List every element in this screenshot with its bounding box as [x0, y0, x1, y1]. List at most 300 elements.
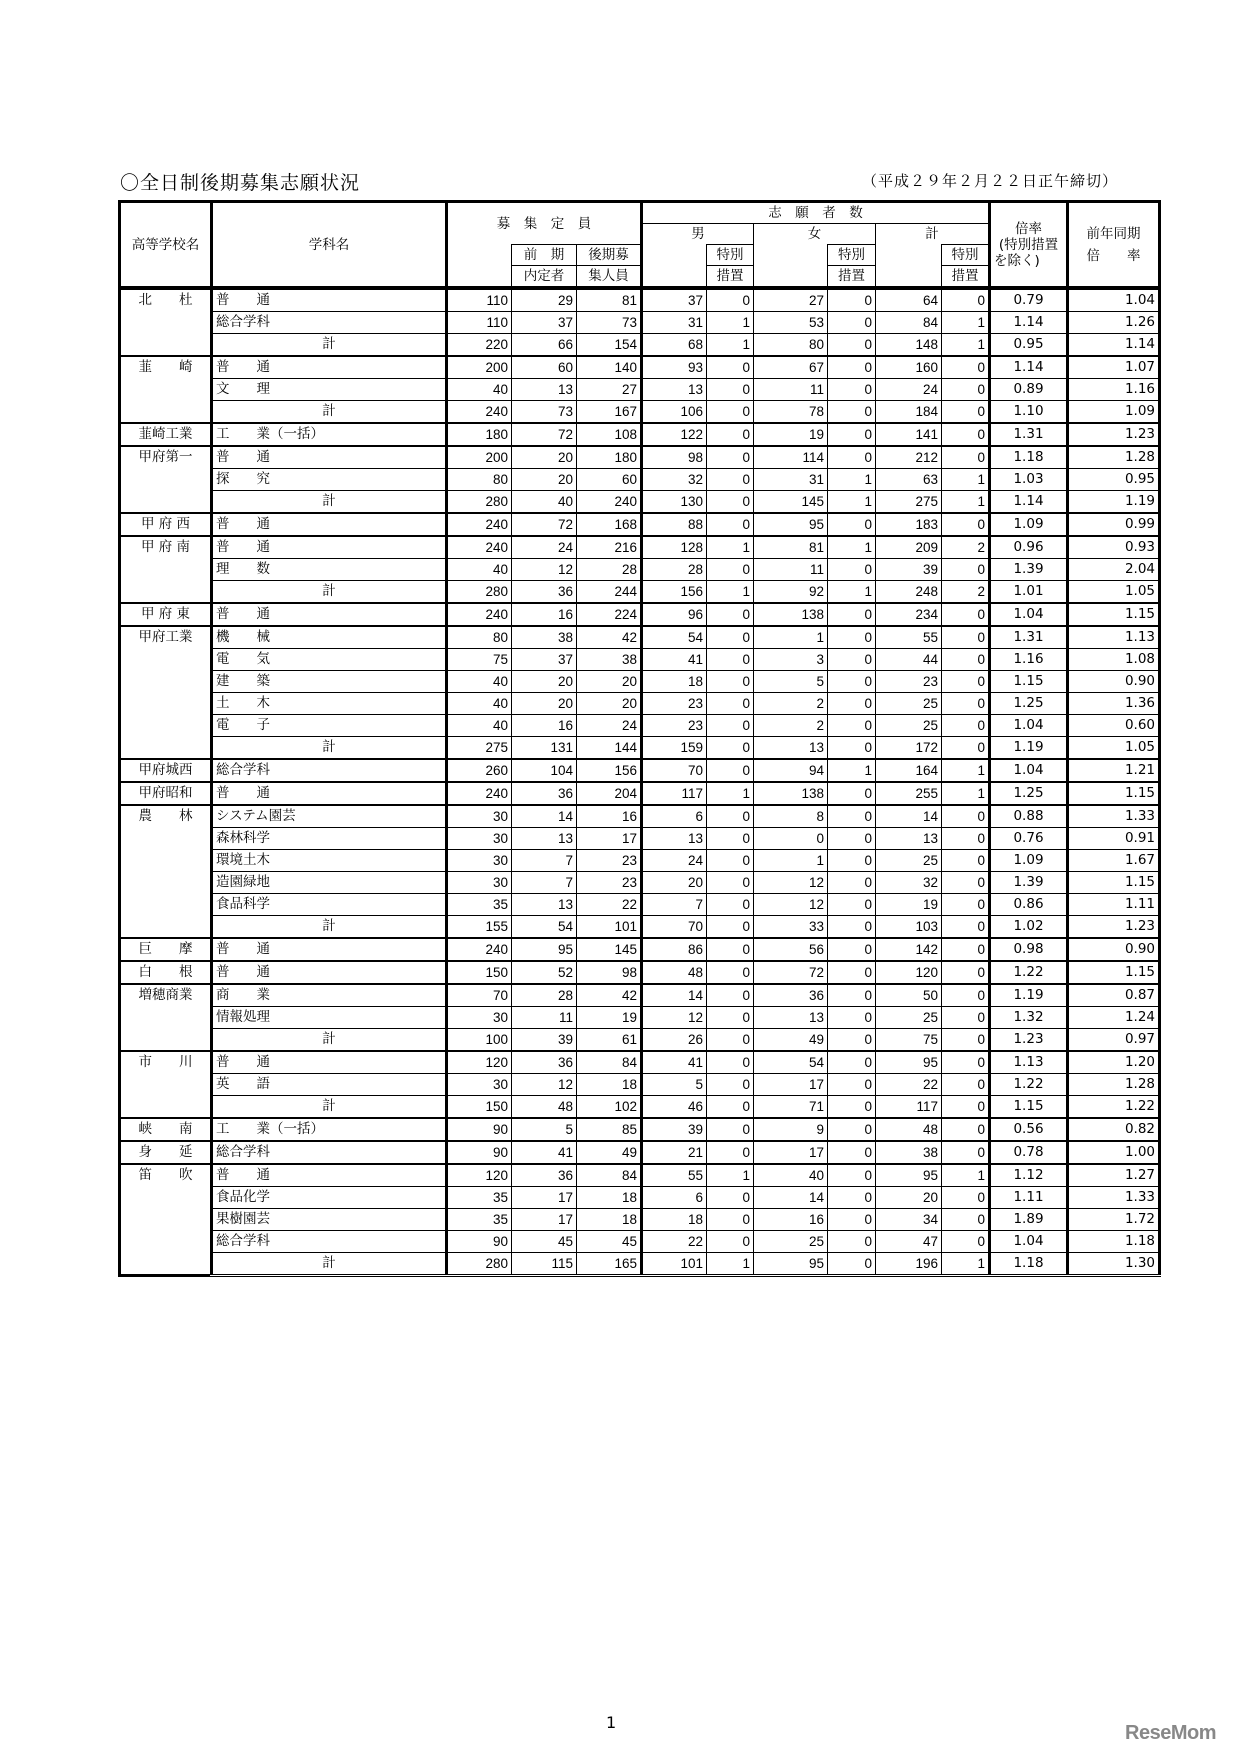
capacity-cell: 40 [447, 559, 512, 581]
capacity-cell: 110 [447, 288, 512, 312]
table-row [120, 1118, 1160, 1141]
male-special-cell: 0 [707, 1096, 754, 1119]
subtotal-label: 計 [212, 401, 447, 424]
kouki-cell: 20 [577, 671, 642, 693]
female-special-cell: 0 [828, 1051, 876, 1074]
table-row [120, 715, 1160, 737]
school-name: 甲府第一 [120, 446, 212, 513]
female-cell: 0 [754, 828, 828, 850]
total-cell: 255 [876, 782, 942, 805]
zenki-cell: 41 [512, 1141, 577, 1164]
header-total: 計 [876, 224, 990, 245]
subtotal-row [120, 1096, 1160, 1119]
kouki-cell: 98 [577, 961, 642, 984]
prev-ratio-cell: 1.15 [1068, 872, 1160, 894]
female-special-cell: 0 [828, 782, 876, 805]
prev-ratio-cell: 1.30 [1068, 1253, 1160, 1276]
kouki-cell: 165 [577, 1253, 642, 1276]
kouki-cell: 22 [577, 894, 642, 916]
capacity-cell: 120 [447, 1164, 512, 1187]
subtotal-label: 計 [212, 1029, 447, 1052]
female-cell: 9 [754, 1118, 828, 1141]
male-special-cell: 0 [707, 469, 754, 491]
header-female-special-1: 特別 [828, 245, 876, 266]
prev-ratio-cell: 1.05 [1068, 581, 1160, 604]
male-special-cell: 0 [707, 693, 754, 715]
ratio-cell: 1.19 [990, 984, 1068, 1007]
female-special-cell: 0 [828, 1118, 876, 1141]
female-cell: 145 [754, 491, 828, 514]
zenki-cell: 12 [512, 1074, 577, 1096]
male-special-cell: 0 [707, 356, 754, 379]
total-cell: 160 [876, 356, 942, 379]
total-special-cell: 0 [942, 379, 990, 401]
prev-ratio-cell: 1.13 [1068, 626, 1160, 649]
capacity-cell: 90 [447, 1231, 512, 1253]
ratio-cell: 0.56 [990, 1118, 1068, 1141]
school-name: 韮崎工業 [120, 423, 212, 446]
header-capacity: 募 集 定 員 [447, 202, 642, 245]
female-special-cell: 0 [828, 850, 876, 872]
table-row [120, 938, 1160, 961]
table-row [120, 423, 1160, 446]
department-name: 食品化学 [212, 1187, 447, 1209]
male-cell: 37 [642, 288, 707, 312]
total-cell: 19 [876, 894, 942, 916]
table-row [120, 805, 1160, 828]
ratio-cell: 1.10 [990, 401, 1068, 424]
kouki-cell: 108 [577, 423, 642, 446]
male-cell: 28 [642, 559, 707, 581]
ratio-label: 倍率 [1015, 220, 1042, 237]
male-special-cell: 0 [707, 649, 754, 671]
kouki-cell: 19 [577, 1007, 642, 1029]
header-total-special-1: 特別 [942, 245, 990, 266]
zenki-cell: 39 [512, 1029, 577, 1052]
total-special-cell: 0 [942, 603, 990, 626]
kouki-cell: 42 [577, 984, 642, 1007]
male-cell: 156 [642, 581, 707, 604]
female-cell: 95 [754, 1253, 828, 1276]
capacity-cell: 280 [447, 1253, 512, 1276]
resemom-logo: ReseMom [1125, 1722, 1216, 1744]
male-special-cell: 0 [707, 850, 754, 872]
male-cell: 39 [642, 1118, 707, 1141]
capacity-cell: 30 [447, 828, 512, 850]
document-title: 〇全日制後期募集志願状況 [120, 172, 361, 194]
female-cell: 53 [754, 312, 828, 334]
zenki-cell: 14 [512, 805, 577, 828]
table-row [120, 312, 1160, 334]
male-cell: 31 [642, 312, 707, 334]
kouki-cell: 18 [577, 1074, 642, 1096]
kouki-cell: 16 [577, 805, 642, 828]
ratio-cell: 1.32 [990, 1007, 1068, 1029]
zenki-cell: 20 [512, 446, 577, 469]
female-cell: 95 [754, 513, 828, 536]
total-special-cell: 0 [942, 872, 990, 894]
male-special-cell: 0 [707, 828, 754, 850]
table-row [120, 759, 1160, 782]
header-school: 高等学校名 [120, 202, 212, 289]
female-special-cell: 0 [828, 1164, 876, 1187]
female-cell: 40 [754, 1164, 828, 1187]
total-special-cell: 0 [942, 288, 990, 312]
table-row [120, 872, 1160, 894]
zenki-cell: 66 [512, 334, 577, 357]
female-cell: 8 [754, 805, 828, 828]
zenki-cell: 72 [512, 423, 577, 446]
capacity-cell: 40 [447, 715, 512, 737]
female-special-cell: 1 [828, 759, 876, 782]
total-special-cell: 1 [942, 1164, 990, 1187]
male-cell: 48 [642, 961, 707, 984]
female-cell: 78 [754, 401, 828, 424]
total-cell: 20 [876, 1187, 942, 1209]
total-special-cell: 0 [942, 894, 990, 916]
total-special-cell: 0 [942, 446, 990, 469]
prev-ratio-cell: 0.97 [1068, 1029, 1160, 1052]
total-cell: 13 [876, 828, 942, 850]
male-cell: 12 [642, 1007, 707, 1029]
kouki-cell: 28 [577, 559, 642, 581]
total-special-cell: 1 [942, 759, 990, 782]
male-cell: 128 [642, 536, 707, 559]
ratio-cell: 1.19 [990, 737, 1068, 760]
capacity-cell: 260 [447, 759, 512, 782]
male-cell: 32 [642, 469, 707, 491]
male-cell: 88 [642, 513, 707, 536]
zenki-cell: 37 [512, 649, 577, 671]
prev-ratio-cell: 1.72 [1068, 1209, 1160, 1231]
zenki-cell: 95 [512, 938, 577, 961]
total-cell: 22 [876, 1074, 942, 1096]
table-row [120, 626, 1160, 649]
zenki-cell: 17 [512, 1209, 577, 1231]
male-special-cell: 0 [707, 1051, 754, 1074]
kouki-cell: 49 [577, 1141, 642, 1164]
zenki-cell: 13 [512, 379, 577, 401]
school-name: 市 川 [120, 1051, 212, 1118]
subtotal-row [120, 737, 1160, 760]
male-cell: 117 [642, 782, 707, 805]
zenki-cell: 131 [512, 737, 577, 760]
ratio-cell: 1.11 [990, 1187, 1068, 1209]
male-special-cell: 0 [707, 961, 754, 984]
total-cell: 234 [876, 603, 942, 626]
male-special-cell: 0 [707, 379, 754, 401]
prev-ratio-cell: 1.04 [1068, 288, 1160, 312]
zenki-cell: 7 [512, 872, 577, 894]
kouki-cell: 144 [577, 737, 642, 760]
male-special-cell: 0 [707, 805, 754, 828]
male-special-cell: 0 [707, 288, 754, 312]
school-name: 甲府城西 [120, 759, 212, 782]
ratio-cell: 1.13 [990, 1051, 1068, 1074]
ratio-label-2: (特別措置 [998, 236, 1059, 253]
female-special-cell: 0 [828, 828, 876, 850]
female-special-cell: 1 [828, 581, 876, 604]
prev-ratio-cell: 1.07 [1068, 356, 1160, 379]
ratio-cell: 1.01 [990, 581, 1068, 604]
male-special-cell: 0 [707, 423, 754, 446]
kouki-cell: 102 [577, 1096, 642, 1119]
male-special-cell: 1 [707, 581, 754, 604]
prev-ratio-cell: 1.20 [1068, 1051, 1160, 1074]
capacity-cell: 90 [447, 1118, 512, 1141]
capacity-cell: 35 [447, 894, 512, 916]
header-zenki-1: 前 期 [512, 245, 577, 266]
total-special-cell: 0 [942, 1074, 990, 1096]
female-cell: 138 [754, 603, 828, 626]
male-cell: 159 [642, 737, 707, 760]
zenki-cell: 13 [512, 828, 577, 850]
prev-ratio-cell: 1.16 [1068, 379, 1160, 401]
capacity-cell: 240 [447, 603, 512, 626]
header-blank [876, 245, 942, 289]
ratio-cell: 0.89 [990, 379, 1068, 401]
header-female-special-2: 措置 [828, 266, 876, 289]
total-special-cell: 0 [942, 626, 990, 649]
kouki-cell: 18 [577, 1209, 642, 1231]
total-special-cell: 0 [942, 671, 990, 693]
header-total-special-2: 措置 [942, 266, 990, 289]
male-cell: 6 [642, 805, 707, 828]
male-special-cell: 0 [707, 446, 754, 469]
male-cell: 70 [642, 916, 707, 939]
total-cell: 47 [876, 1231, 942, 1253]
female-cell: 114 [754, 446, 828, 469]
ratio-cell: 1.12 [990, 1164, 1068, 1187]
kouki-cell: 156 [577, 759, 642, 782]
female-special-cell: 0 [828, 356, 876, 379]
male-special-cell: 0 [707, 401, 754, 424]
table-row [120, 984, 1160, 1007]
male-special-cell: 1 [707, 334, 754, 357]
kouki-cell: 73 [577, 312, 642, 334]
female-cell: 138 [754, 782, 828, 805]
ratio-cell: 1.18 [990, 446, 1068, 469]
zenki-cell: 7 [512, 850, 577, 872]
capacity-cell: 240 [447, 536, 512, 559]
zenki-cell: 36 [512, 1164, 577, 1187]
male-special-cell: 0 [707, 513, 754, 536]
total-cell: 25 [876, 1007, 942, 1029]
female-special-cell: 0 [828, 1029, 876, 1052]
female-cell: 31 [754, 469, 828, 491]
total-special-cell: 0 [942, 1141, 990, 1164]
table-row [120, 469, 1160, 491]
department-name: 普 通 [212, 446, 447, 469]
department-name: 総合学科 [212, 1231, 447, 1253]
female-special-cell: 0 [828, 693, 876, 715]
subtotal-row [120, 916, 1160, 939]
ratio-cell: 1.04 [990, 759, 1068, 782]
ratio-cell: 0.96 [990, 536, 1068, 559]
prev-ratio-cell: 1.27 [1068, 1164, 1160, 1187]
kouki-cell: 244 [577, 581, 642, 604]
ratio-cell: 1.22 [990, 961, 1068, 984]
ratio-cell: 0.88 [990, 805, 1068, 828]
total-cell: 184 [876, 401, 942, 424]
zenki-cell: 20 [512, 671, 577, 693]
ratio-cell: 1.04 [990, 715, 1068, 737]
male-cell: 130 [642, 491, 707, 514]
total-cell: 95 [876, 1051, 942, 1074]
total-special-cell: 0 [942, 693, 990, 715]
male-special-cell: 0 [707, 737, 754, 760]
female-special-cell: 0 [828, 671, 876, 693]
department-name: 普 通 [212, 603, 447, 626]
total-cell: 141 [876, 423, 942, 446]
capacity-cell: 40 [447, 379, 512, 401]
total-cell: 209 [876, 536, 942, 559]
prev-ratio-cell: 1.24 [1068, 1007, 1160, 1029]
prev-ratio-cell: 1.22 [1068, 1096, 1160, 1119]
zenki-cell: 16 [512, 603, 577, 626]
total-cell: 55 [876, 626, 942, 649]
capacity-cell: 35 [447, 1187, 512, 1209]
female-special-cell: 0 [828, 1253, 876, 1276]
female-special-cell: 0 [828, 513, 876, 536]
female-cell: 71 [754, 1096, 828, 1119]
male-cell: 122 [642, 423, 707, 446]
capacity-cell: 80 [447, 469, 512, 491]
table-row [120, 379, 1160, 401]
total-cell: 14 [876, 805, 942, 828]
male-special-cell: 0 [707, 1141, 754, 1164]
subtotal-row [120, 581, 1160, 604]
female-special-cell: 0 [828, 961, 876, 984]
zenki-cell: 12 [512, 559, 577, 581]
female-special-cell: 0 [828, 916, 876, 939]
total-special-cell: 1 [942, 334, 990, 357]
department-name: 情報処理 [212, 1007, 447, 1029]
capacity-cell: 120 [447, 1051, 512, 1074]
header-prev-ratio [1068, 202, 1160, 289]
table-row [120, 513, 1160, 536]
kouki-cell: 145 [577, 938, 642, 961]
total-cell: 24 [876, 379, 942, 401]
table-row [120, 1187, 1160, 1209]
department-name: 普 通 [212, 1164, 447, 1187]
male-cell: 98 [642, 446, 707, 469]
female-cell: 16 [754, 1209, 828, 1231]
deadline-note: （平成２９年２月２２日正午締切） [862, 172, 1119, 190]
ratio-cell: 1.23 [990, 1029, 1068, 1052]
department-name: 土 木 [212, 693, 447, 715]
capacity-cell: 40 [447, 693, 512, 715]
total-cell: 95 [876, 1164, 942, 1187]
zenki-cell: 60 [512, 356, 577, 379]
capacity-cell: 240 [447, 938, 512, 961]
kouki-cell: 81 [577, 288, 642, 312]
total-cell: 48 [876, 1118, 942, 1141]
school-name: 増穂商業 [120, 984, 212, 1051]
total-cell: 39 [876, 559, 942, 581]
capacity-cell: 100 [447, 1029, 512, 1052]
ratio-cell: 0.78 [990, 1141, 1068, 1164]
prev-ratio-cell: 1.14 [1068, 334, 1160, 357]
prev-ratio-cell: 1.00 [1068, 1141, 1160, 1164]
table-header [120, 202, 1160, 289]
female-special-cell: 1 [828, 491, 876, 514]
total-special-cell: 0 [942, 1007, 990, 1029]
table-row [120, 1141, 1160, 1164]
prev-ratio-cell: 0.90 [1068, 671, 1160, 693]
male-special-cell: 1 [707, 1164, 754, 1187]
female-special-cell: 0 [828, 805, 876, 828]
ratio-cell: 1.03 [990, 469, 1068, 491]
total-cell: 34 [876, 1209, 942, 1231]
male-special-cell: 0 [707, 671, 754, 693]
total-special-cell: 0 [942, 805, 990, 828]
male-cell: 46 [642, 1096, 707, 1119]
ratio-cell: 1.14 [990, 312, 1068, 334]
zenki-cell: 104 [512, 759, 577, 782]
female-special-cell: 0 [828, 1187, 876, 1209]
kouki-cell: 23 [577, 872, 642, 894]
total-cell: 25 [876, 850, 942, 872]
capacity-cell: 80 [447, 626, 512, 649]
kouki-cell: 23 [577, 850, 642, 872]
kouki-cell: 84 [577, 1164, 642, 1187]
male-cell: 23 [642, 715, 707, 737]
department-name: 食品科学 [212, 894, 447, 916]
capacity-cell: 30 [447, 1074, 512, 1096]
kouki-cell: 38 [577, 649, 642, 671]
capacity-cell: 150 [447, 961, 512, 984]
table-row [120, 288, 1160, 312]
total-special-cell: 0 [942, 1051, 990, 1074]
school-name: 北 杜 [120, 288, 212, 356]
prev-ratio-cell: 1.23 [1068, 916, 1160, 939]
zenki-cell: 38 [512, 626, 577, 649]
prev-ratio-cell: 1.11 [1068, 894, 1160, 916]
department-name: 造園緑地 [212, 872, 447, 894]
table-row [120, 536, 1160, 559]
school-name: 農 林 [120, 805, 212, 938]
total-special-cell: 0 [942, 715, 990, 737]
header-male-special-1: 特別 [707, 245, 754, 266]
prev-ratio-cell: 1.36 [1068, 693, 1160, 715]
female-special-cell: 0 [828, 334, 876, 357]
subtotal-row [120, 491, 1160, 514]
zenki-cell: 40 [512, 491, 577, 514]
male-cell: 106 [642, 401, 707, 424]
female-special-cell: 0 [828, 1209, 876, 1231]
female-special-cell: 0 [828, 715, 876, 737]
male-cell: 101 [642, 1253, 707, 1276]
female-cell: 1 [754, 850, 828, 872]
table-row [120, 693, 1160, 715]
ratio-cell: 1.25 [990, 693, 1068, 715]
female-cell: 17 [754, 1074, 828, 1096]
department-name: 普 通 [212, 938, 447, 961]
department-name: 普 通 [212, 1051, 447, 1074]
header-male: 男 [642, 224, 754, 245]
total-cell: 44 [876, 649, 942, 671]
ratio-cell: 0.79 [990, 288, 1068, 312]
total-special-cell: 2 [942, 536, 990, 559]
ratio-cell: 1.39 [990, 559, 1068, 581]
total-cell: 212 [876, 446, 942, 469]
ratio-cell: 1.04 [990, 603, 1068, 626]
male-special-cell: 0 [707, 938, 754, 961]
female-special-cell: 0 [828, 1074, 876, 1096]
total-special-cell: 0 [942, 938, 990, 961]
table-row [120, 446, 1160, 469]
